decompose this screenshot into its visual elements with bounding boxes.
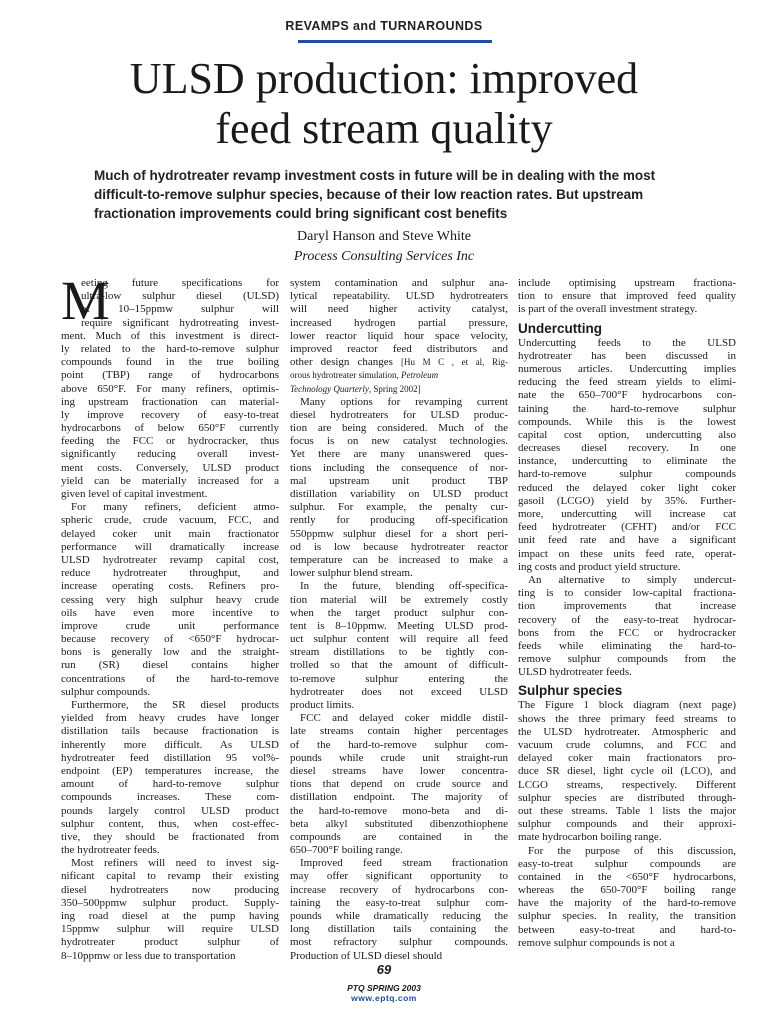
text-line: rently for producing off-specification bbox=[290, 514, 508, 527]
text-line: ing costs and product yield structure. bbox=[518, 560, 681, 573]
text-line: feed hydrotreater (CFHT) and/or FCC bbox=[518, 521, 736, 534]
text-line: diesel hydrotreaters for ULSD produc- bbox=[290, 408, 508, 421]
text-line: whereas the 650-700°F boiling range bbox=[518, 884, 736, 897]
article-title bbox=[0, 54, 768, 154]
text-line: Undercutting feeds to the ULSD bbox=[518, 336, 736, 349]
text-line: performance will dramatically increase bbox=[61, 540, 279, 553]
text-line: above 650°F. For many refiners, optimis- bbox=[61, 382, 279, 395]
text-line: pounds while dramatically reducing the bbox=[290, 910, 508, 922]
text-line: taining the easy-to-treat sulphur com- bbox=[290, 896, 508, 909]
text-line: significantly reducing overall invest- bbox=[61, 448, 279, 461]
text-line: feeding the FCC or hydrocracker, thus bbox=[61, 435, 279, 448]
text-line: between easy-to-treat and hard-to- bbox=[518, 923, 736, 936]
text-line: the ULSD hydrotreater. Atmospheric and bbox=[518, 725, 736, 738]
text-line: nate the 650–700°F hydrocarbons con- bbox=[518, 389, 736, 402]
text-line: feeds while eliminating the hard-to- bbox=[518, 639, 736, 652]
text-line: tent is 8–10ppmw. Meeting ULSD prod- bbox=[290, 619, 508, 632]
text-line: increase operating costs. Refiners pro- bbox=[61, 580, 279, 593]
text-line: compounds are contained in the bbox=[290, 830, 508, 843]
text-line: recovery of the easy-to-treat hydrocar- bbox=[518, 613, 736, 626]
text-line: require significant hydrotreating invest- bbox=[81, 316, 279, 329]
text-line: decreases diesel recovery. In one bbox=[518, 442, 736, 455]
text-line: 650–700°F boiling range. bbox=[290, 844, 403, 857]
text-line: amount of hard-to-remove sulphur bbox=[61, 778, 279, 791]
title-line-1: ULSD production: improved bbox=[129, 54, 639, 103]
text-line: Furthermore, the SR diesel products bbox=[71, 699, 279, 712]
text-line: Many options for revamping current bbox=[300, 395, 508, 408]
text-line: tion are being considered. Much of the bbox=[290, 422, 508, 435]
title-line-2: feed stream quality bbox=[215, 104, 553, 153]
column-3 bbox=[518, 277, 736, 950]
text-line: capital cost option, undercutting also bbox=[518, 428, 736, 441]
text-line: mal upstream unit product TBP bbox=[290, 474, 508, 487]
text-line: bons is generally low and the straight- bbox=[61, 646, 279, 659]
subhead-sulphur-species: Sulphur species bbox=[518, 683, 623, 699]
text-line: will need higher activity catalyst, bbox=[290, 303, 508, 316]
text-line: stream distillations to be tightly con- bbox=[290, 646, 508, 659]
text-line: endpoint (EP) temperatures increase, the bbox=[61, 764, 279, 777]
text-line: include optimising upstream fractiona- bbox=[518, 277, 736, 289]
text-line: late streams contain higher percentages bbox=[290, 725, 508, 738]
text-line: improved reactor feed distributors and bbox=[290, 342, 508, 355]
text-line: bons from the FCC or hydrocracker bbox=[518, 626, 736, 639]
dropcap: M bbox=[61, 270, 110, 331]
text-line: yield can be materially increased for a bbox=[61, 474, 279, 487]
text-line: may offer significant opportunity to bbox=[290, 870, 508, 883]
text-line: 550ppmw sulphur diesel for a short peri- bbox=[290, 527, 508, 540]
text-line: easy-to-treat sulphur compounds are bbox=[518, 857, 736, 870]
text-line: ing upstream fractionation can material- bbox=[61, 395, 279, 408]
text-line: hydrotreater feed distillation 95 vol%- bbox=[61, 751, 279, 764]
text-line: sulphur species. In reality, the transition bbox=[518, 910, 736, 923]
text-line: tion improvements that increase bbox=[518, 600, 736, 613]
text-line: Most refiners will need to invest sig- bbox=[71, 857, 279, 870]
text-line: For the purpose of this discussion, bbox=[528, 844, 736, 857]
text-line: more, undercutting will increase cat bbox=[518, 508, 736, 520]
text-line: of 10–15ppmw sulphur will bbox=[81, 303, 279, 316]
text-line: shows the three primary feed streams to bbox=[518, 712, 736, 725]
text-line: long distillation tails containing the bbox=[290, 923, 508, 936]
text-line: impact on these units feed rate, operat- bbox=[518, 547, 736, 560]
text-line: mate hydrocarbon boiling range. bbox=[518, 831, 662, 844]
text-line: increased hydrogen partial pressure, bbox=[290, 316, 508, 329]
text-line: compounds. While this is the lowest bbox=[518, 415, 736, 428]
text-line: cessing very high sulphur heavy crude bbox=[61, 593, 279, 606]
text-line: concentrations of the hard-to-remove bbox=[61, 672, 279, 685]
text-line: tive, they should be fractionated from bbox=[61, 830, 279, 843]
text-line: gasoil (LCGO) yield by 35%. Further- bbox=[518, 494, 736, 507]
text-line: tions including the consequence of nor- bbox=[290, 461, 508, 474]
text-line: diesel streams have lower concentra- bbox=[290, 764, 508, 777]
text-line: distillation variability on ULSD product bbox=[290, 488, 508, 500]
subhead-undercutting: Undercutting bbox=[518, 320, 602, 336]
text-line: sulphur content, thus, when cost-effec- bbox=[61, 817, 279, 830]
reference-line: Technology Quarterly, Spring 2002] bbox=[290, 383, 421, 394]
text-line: other design changes [Hu M C , et al, Rig- bbox=[290, 356, 508, 369]
text-line: remove sulphur compounds is not a bbox=[518, 936, 675, 949]
text-line: lower sulphur blend stream. bbox=[290, 567, 413, 580]
text-line: For many refiners, deficient atmo- bbox=[71, 501, 279, 514]
text-line: delayed coker unit main fractionator bbox=[61, 527, 279, 540]
text-line: compounds increases. These com- bbox=[61, 791, 279, 804]
text-line: ment. Much of this investment is direct- bbox=[61, 329, 279, 342]
text-line: because recovery of <650°F hydrocar- bbox=[61, 633, 279, 646]
text-line: Improved feed stream fractionation bbox=[300, 857, 508, 870]
text-line: to-remove sulphur entering the bbox=[290, 672, 508, 685]
text-line: ly related to the hard-to-remove sulphur bbox=[61, 342, 279, 355]
issue-label: PTQ SPRING 2003 bbox=[347, 983, 421, 993]
text-line: hydrotreater has been discussed in bbox=[518, 349, 736, 362]
text-line: when the target product sulphur con- bbox=[290, 606, 508, 619]
text-line: remove sulphur compounds from the bbox=[518, 653, 736, 666]
text-line: reducing the feed stream yields to elimi- bbox=[518, 376, 736, 389]
text-line: taining the hard-to-remove sulphur bbox=[518, 402, 736, 415]
text-line: the hydrotreater feeds. bbox=[61, 844, 160, 857]
dropcap-block bbox=[61, 270, 279, 331]
text-line: diesel hydrotreaters now producing bbox=[61, 883, 279, 896]
journal-name: Technology Quarterly bbox=[290, 383, 369, 394]
text-line: eeting future specifications for bbox=[81, 277, 279, 289]
text-line: lower reactor liquid hour space velocity, bbox=[290, 329, 508, 342]
text-line: tion to ensure that improved feed quality bbox=[518, 290, 736, 303]
journal-name: Petroleum bbox=[400, 370, 439, 381]
text-line: hydrotreater does not exceed ULSD bbox=[290, 685, 508, 698]
column-2 bbox=[290, 277, 508, 963]
company: Process Consulting Services Inc bbox=[293, 249, 475, 264]
text-line: uct sulphur content will require all feed bbox=[290, 633, 508, 646]
text-line: hard-to-remove sulphur compounds bbox=[518, 468, 736, 481]
reference-line: orous hydrotreater simulation, Petroleum bbox=[290, 370, 439, 381]
text-line: instance, undercutting to eliminate the bbox=[518, 455, 736, 468]
text-line: increase recovery of hydrocarbons con- bbox=[290, 883, 508, 896]
text-line: duce SR diesel, light cycle oil (LCO), and bbox=[518, 765, 736, 778]
column-1 bbox=[61, 270, 279, 963]
text-line: improve crude unit performance bbox=[61, 619, 279, 632]
website-link[interactable]: www.eptq.com bbox=[351, 993, 417, 1003]
text-line: delayed coker main fractionators pro- bbox=[518, 752, 736, 765]
text-line: ultra-low sulphur diesel (ULSD) bbox=[81, 290, 279, 303]
text-line: temperature can be increased to make a bbox=[290, 553, 508, 566]
section-header: REVAMPS and TURNAROUNDS bbox=[285, 19, 483, 33]
text-line: run (SR) diesel contains higher bbox=[61, 659, 279, 672]
text-line: hydrotreater product sulphur of bbox=[61, 936, 279, 949]
text-line: yielded from heavy crudes have longer bbox=[61, 712, 279, 725]
text-line: In the future, blending off-specifica- bbox=[300, 580, 508, 593]
article-deck: Much of hydrotreater revamp investment costs in future will be in dealing with the most difficult-to-remove sulphur species, because of their low reaction rates. But upstream fractionation improvements could bring significant cost benefits bbox=[94, 168, 656, 221]
text-line: ly improve recovery of easy-to-treat bbox=[61, 408, 279, 421]
text-line: compounds found in the true boiling bbox=[61, 356, 279, 369]
text-line: sulphur. For example, the penalty cur- bbox=[290, 501, 508, 514]
text-line: The Figure 1 block diagram (next page) bbox=[518, 699, 736, 712]
text-line: most refractory sulphur compounds. bbox=[290, 936, 508, 949]
text-line: distillation tails because fractionation is bbox=[61, 725, 279, 738]
text-line: have the majority of the hard-to-remove bbox=[518, 897, 736, 910]
text-line: Yet there are many unanswered ques- bbox=[290, 448, 508, 461]
text-line: FCC and delayed coker middle distil- bbox=[300, 712, 508, 725]
text-line: sulphur compounds. bbox=[61, 685, 151, 698]
text-line: ment costs. Conversely, ULSD product bbox=[61, 461, 279, 474]
text-line: numerous articles. Undercutting implies bbox=[518, 362, 736, 375]
text-line: pounds while crude unit straight-run bbox=[290, 751, 508, 764]
text-line: of the hard-to-remove sulphur com- bbox=[290, 738, 508, 751]
text-line: vacuum crude columns, and FCC and bbox=[518, 739, 736, 751]
text-line: pounds largely control ULSD product bbox=[61, 804, 279, 817]
text-line: unit feed rate and have a significant bbox=[518, 534, 736, 547]
text-line: lytical repeatability. ULSD hydrotreaters bbox=[290, 290, 508, 303]
text-line: ting is to consider low-capital fractiona- bbox=[518, 587, 736, 600]
text-line: is part of the overall investment strategy. bbox=[518, 303, 698, 316]
text-line: 15ppmw sulphur will require ULSD bbox=[61, 923, 279, 936]
text-line: product limits. bbox=[290, 699, 355, 711]
page-number: 69 bbox=[376, 962, 392, 977]
text-line: reduce hydrotreater throughput, and bbox=[61, 567, 279, 580]
reference: [Hu M C , et al, Rig- bbox=[401, 357, 508, 368]
text-line: contained in the <650°F hydrocarbons, bbox=[518, 870, 736, 883]
text-line: the hard-to-remove mono-beta and di- bbox=[290, 804, 508, 817]
text-line: od is low because hydrotreater reactor bbox=[290, 540, 508, 553]
text-line: nificant capital to revamp their existing bbox=[61, 870, 279, 883]
authors: Daryl Hanson and Steve White bbox=[297, 229, 471, 244]
text-line: ing road diesel at the pump having bbox=[61, 910, 279, 923]
text-line: out these streams. Table 1 lists the major bbox=[518, 804, 736, 817]
text-line: focus is on new catalyst technologies. bbox=[290, 435, 508, 448]
text-line: trolled so that the amount of difficult- bbox=[290, 659, 508, 672]
text-line: 350–500ppmw sulphur product. Supply- bbox=[61, 896, 279, 909]
text-line: reduced the delayed coker light coker bbox=[518, 481, 736, 494]
section-rule bbox=[298, 40, 492, 43]
text-line: LCGO streams, respectively. Different bbox=[518, 778, 736, 791]
text-line: inherently more difficult. As ULSD bbox=[61, 738, 279, 751]
text-line: ULSD hydrotreater feeds. bbox=[518, 666, 632, 679]
text-line: hydrocarbons of below 650°F currently bbox=[61, 422, 279, 435]
text-line: sulphur compounds and their approxi- bbox=[518, 818, 736, 831]
text-line: tion material will be extremely costly bbox=[290, 593, 508, 606]
text-line: sulphur species are distributed through- bbox=[518, 791, 736, 804]
text-line: spheric crude, crude vacuum, FCC, and bbox=[61, 514, 279, 527]
text-line: Production of ULSD diesel should bbox=[290, 949, 443, 962]
text-line: given level of capital investment. bbox=[61, 488, 208, 501]
text-line: beta alkyl substituted dibenzothiophene bbox=[290, 817, 508, 830]
text-line: 8–10ppmw or less due to transportation bbox=[61, 949, 236, 962]
text-line: oils have even more incentive to bbox=[61, 606, 279, 619]
text-line: point (TBP) range of hydrocarbons bbox=[61, 369, 279, 382]
text-line: distillation endpoint. The majority of bbox=[290, 791, 508, 804]
text-line: system contamination and sulphur ana- bbox=[290, 277, 508, 289]
text-line: tions that depend on crude source and bbox=[290, 778, 508, 791]
text-line: ULSD hydrotreater revamp capital cost, bbox=[61, 553, 279, 566]
text-line: An alternative to simply undercut- bbox=[528, 573, 736, 586]
